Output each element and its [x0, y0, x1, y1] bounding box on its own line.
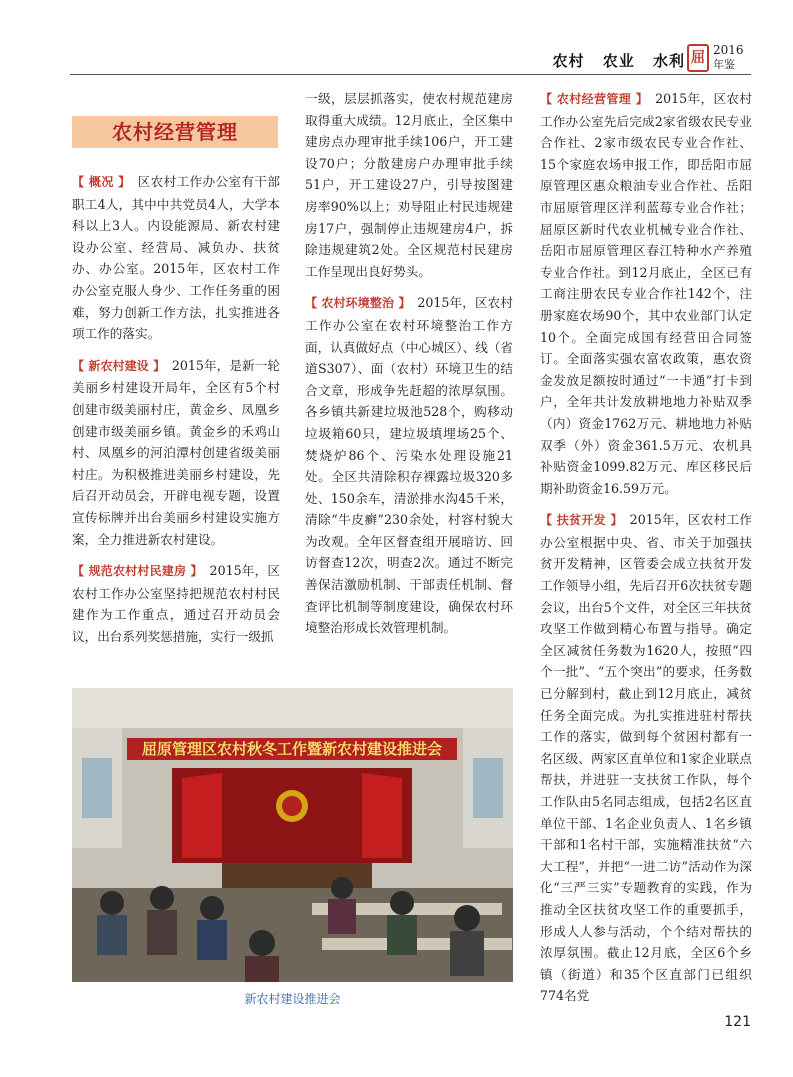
- paragraph: [305, 292, 513, 639]
- paragraph: [540, 509, 752, 1007]
- paragraph-text: 2015年，区农村工作办公室先后完成2家省级农民专业合作社、2家市级农民专业合作社、15个家庭农场申报工作，即岳阳市屈原管理区惠众粮油专业合作社、岳阳市屈原管理区洋利蓝莓专业合作社；屈原区新时代农业机械专业合作社、岳阳市屈原管理区春江特种水产养殖专业合作社。到12月底止，全区已有工商注册农民专业合作社142个，注册家庭农场90个，其中农业部门认定10个。全面完成国有经营田合同签订。全面落实强农富农政策，惠农资金发放足额按时通过“一卡通”打卡到户，全年共计发放耕地地力补贴双季（内）资金1762万元、耕地地力补贴双季（外）资金361.5万元、农机具补贴资金1099.82万元、库区移民后期补助资金16.59万元。: [540, 91, 752, 496]
- paragraph-text: 一级，层层抓落实，使农村规范建房取得重大成绩。12月底止，全区集中建房点办理审批手续106户，开工建设70户；分散建房户办理审批手续51户，开工建设27户，引导按图建房率90%以上；劝导阻止村民违规建房17户，强制停止违规建房4户，拆除违规建筑2处。全区规范村民建房工作呈现出良好势头。: [305, 91, 513, 279]
- column-3: [540, 88, 752, 1017]
- banner-text: 屈原管理区农村秋冬工作暨新农村建设推进会: [141, 740, 443, 758]
- page-header: [70, 40, 751, 78]
- paragraph-tag: 【 农村经营管理 】: [540, 92, 643, 106]
- paragraph: [72, 171, 280, 345]
- paragraph-text: 2015年，是新一轮美丽乡村建设开局年，全区有5个村创建市级美丽村庄，黄金乡、凤凰乡创建市级美丽乡镇。黄金乡的禾鸡山村、凤凰乡的河泊潭村创建省级美丽村庄。为积极推进美丽乡村建设，先后召开动员会，开辟电视专题，设置宣传标牌并出台美丽乡村建设实施方案，全力推进新农村建设。: [72, 357, 280, 547]
- paragraph-text: 2015年，区农村工作办公室在农村环境整治工作方面，认真做好点（中心城区）、线（省道S307）、面（农村）环境卫生的结合文章，形成争先赶超的浓厚氛围。各乡镇共新建垃圾池528个，购移动垃圾箱60只，建垃圾填埋场25个、焚烧炉86个、污染水处理设施21处。全区共清除积存裸露垃圾320多处、150余车，清淤排水沟45千米，清除“牛皮癣”230余处，村容村貌大为改观。全年区督查组开展暗访、回访督查12次，明查2次。通过不断完善保洁激励机制、干部责任机制、督查评比机制等制度建设，确保农村环境整治形成长效管理机制。: [305, 295, 513, 636]
- paragraph-text: 2015年，区农村工作办公室坚持把规范农村村民建作为工作重点，通过召开动员会议，出台系列奖惩措施，实行一级抓: [72, 563, 280, 644]
- photo-caption: 新农村建设推进会: [244, 992, 341, 1006]
- logo-subtitle: 年鉴: [713, 58, 735, 71]
- paragraph: [72, 355, 280, 550]
- paragraph-tag: 【 扶贫开发 】: [540, 513, 617, 528]
- logo-mark: 屈: [687, 44, 709, 72]
- category-label: 农业: [602, 52, 635, 70]
- header-categories: [540, 50, 685, 71]
- category-label: 农村: [552, 52, 585, 70]
- paragraph-tag: 【 概况 】: [72, 175, 125, 189]
- paragraph: [305, 88, 513, 282]
- meeting-photo: [72, 688, 513, 982]
- paragraph-text: 区农村工作办公室有干部职工4人，其中中共党员4人，大学本科以上3人。内设能源局、新农村建设办公室、经营局、减负办、扶贫办、办公室。2015年，区农村工作办公室克服人身少、工作任务重的困难，努力创新工作方法，扎实推进各项工作的落实。: [72, 174, 280, 342]
- category-label: 水利: [652, 52, 685, 70]
- paragraph: [72, 560, 280, 647]
- section-title: 农村经营管理: [72, 116, 278, 148]
- column-1: [72, 171, 280, 657]
- paragraph-tag: 【 新农村建设 】: [72, 358, 160, 373]
- meeting-photo-illustration: [72, 688, 513, 982]
- paragraph-tag: 【 规范农村村民建房 】: [72, 564, 197, 579]
- yearbook-logo: [687, 42, 751, 74]
- paragraph: [540, 88, 752, 499]
- logo-year: 2016: [713, 43, 744, 57]
- page-number: 121: [724, 1014, 751, 1030]
- column-2: [305, 88, 513, 649]
- header-divider: [70, 74, 751, 75]
- paragraph-tag: 【 农村环境整治 】: [305, 296, 405, 311]
- paragraph-text: 2015年，区农村工作办公室根据中央、省、市关于加强扶贫开发精神，区管委会成立扶贫开发工作领导小组，先后召开6次扶贫专题会议，出台5个文件，对全区三年扶贫攻坚工作做到精心布置与指导。确定全区减贫任务数为1620人，按照“四个一批”、“五个突出”的要求，任务数已分解到村，截止到12月底止，减贫任务全面完成。为扎实推进驻村帮扶工作的落实，做到每个贫困村都有一名区级、两家区直单位和1家企业联点帮扶，并进驻一支扶贫工作队，每个工作队由5名同志组成，包括2名区直单位干部、1名企业负责人、1名乡镇干部和1名村干部，实施精准扶贫“六大工程”，并把“一进二访”活动作为深化“三严三实”专题教育的实践，作为推动全区扶贫攻坚工作的重要抓手，形成人人参与活动，个个结对帮扶的浓厚氛围。截止12月底，全区6个乡镇（街道）和35个区直部门已组织774名党: [540, 512, 752, 1004]
